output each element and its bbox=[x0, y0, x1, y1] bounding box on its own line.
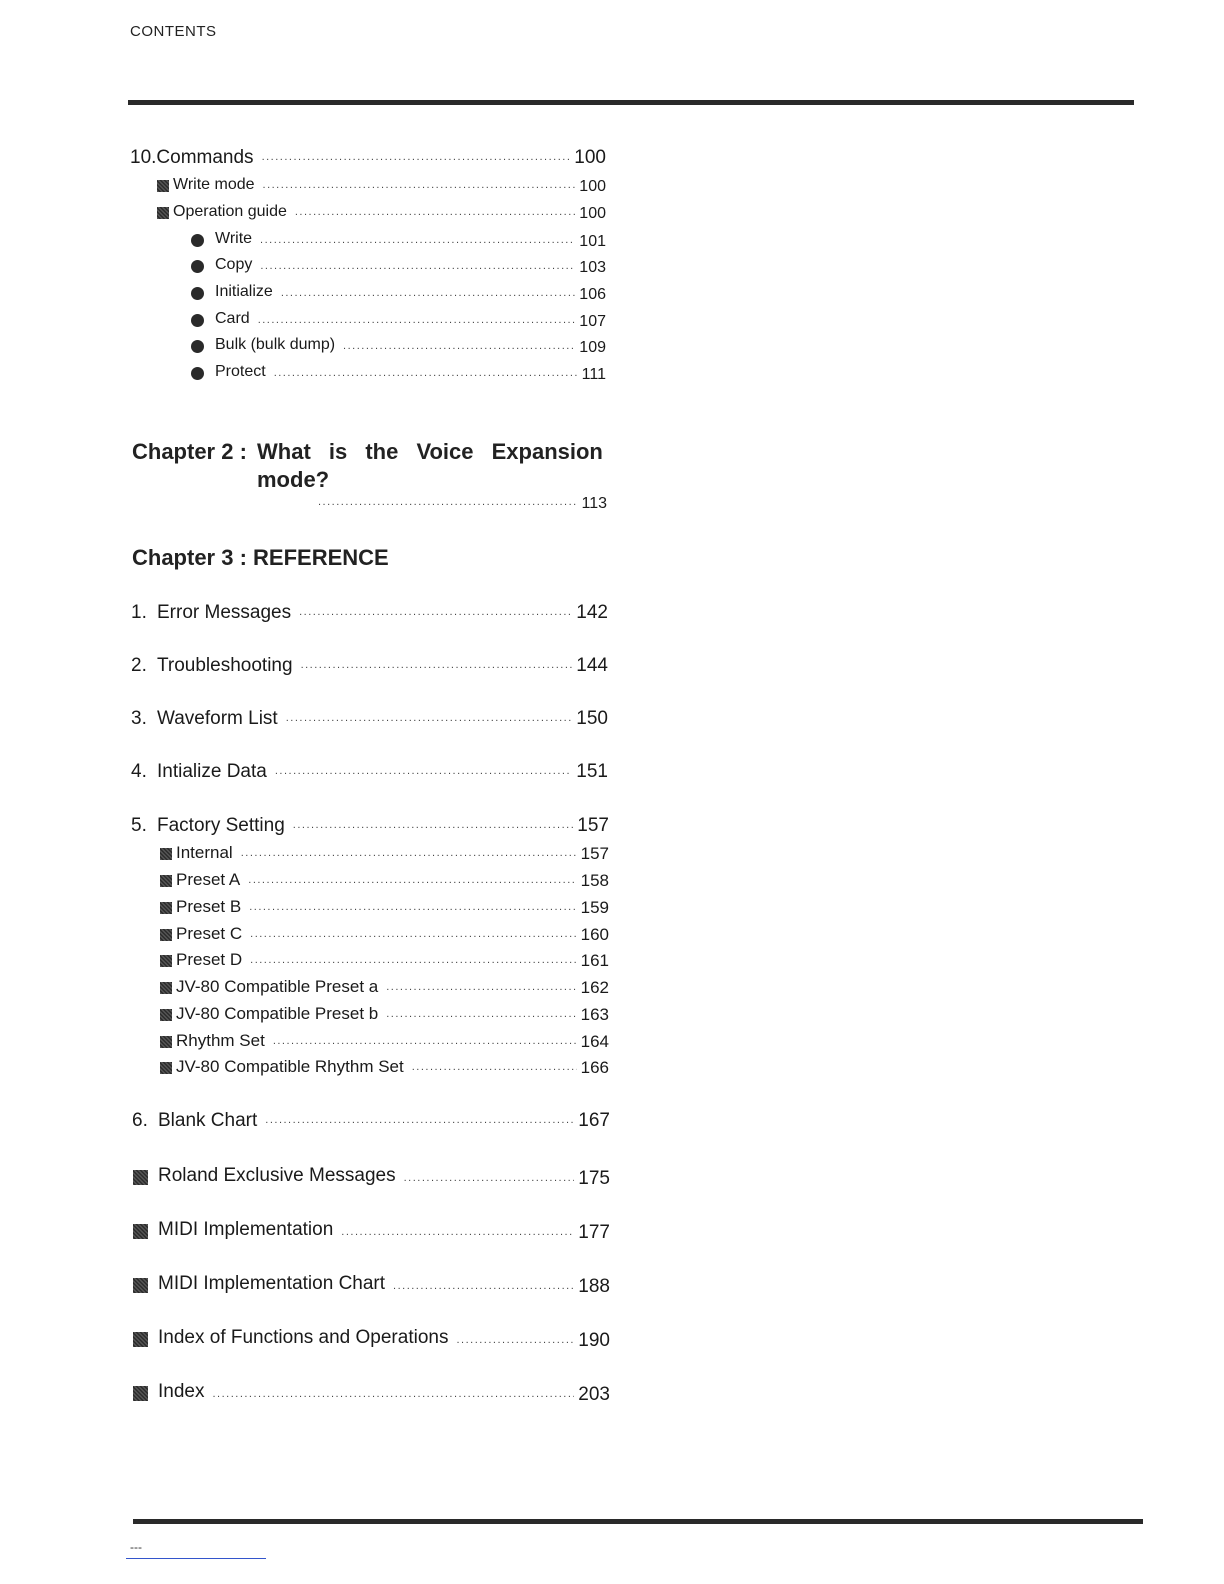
toc-page: 158 bbox=[580, 871, 609, 890]
toc-label: Index bbox=[158, 1381, 205, 1402]
toc-page: 164 bbox=[580, 1032, 609, 1051]
circle-bullet-icon bbox=[191, 314, 204, 327]
toc-page: 190 bbox=[578, 1329, 610, 1351]
leader-dots bbox=[386, 981, 576, 993]
leader-dots bbox=[249, 901, 576, 913]
toc-page: 162 bbox=[580, 978, 609, 997]
toc-entry-initialize[interactable] bbox=[191, 283, 606, 304]
bottom-rule bbox=[133, 1519, 1143, 1524]
chapter-2-heading[interactable] bbox=[132, 438, 612, 492]
toc-label: Card bbox=[215, 310, 250, 327]
toc-label: Bulk (bulk dump) bbox=[215, 336, 336, 353]
square-bullet-icon bbox=[160, 982, 172, 994]
chapter-3-heading[interactable] bbox=[132, 545, 389, 571]
toc-label: MIDI Implementation Chart bbox=[158, 1273, 386, 1294]
toc-page: 100 bbox=[574, 147, 606, 168]
toc-entry-jv80-preset-a[interactable] bbox=[160, 977, 609, 998]
chapter-label: Chapter 2 : bbox=[132, 439, 247, 464]
leader-dots bbox=[260, 260, 575, 272]
chapter-2-page-line bbox=[318, 495, 607, 513]
toc-label: Blank Chart bbox=[158, 1110, 258, 1131]
circle-bullet-icon bbox=[191, 260, 204, 273]
leader-dots bbox=[295, 206, 575, 218]
leader-dots bbox=[262, 151, 571, 163]
toc-page: 106 bbox=[579, 285, 606, 303]
toc-entry-preset-c[interactable] bbox=[160, 924, 609, 945]
toc-page: 157 bbox=[577, 815, 609, 836]
toc-label: Factory Setting bbox=[157, 815, 285, 836]
leader-dots bbox=[301, 659, 573, 671]
toc-entry-preset-d[interactable] bbox=[160, 950, 609, 971]
leader-dots bbox=[293, 819, 574, 831]
toc-entry-roland-exclusive[interactable] bbox=[133, 1165, 610, 1190]
toc-label: Write bbox=[215, 230, 253, 247]
toc-entry-operation-guide[interactable] bbox=[157, 203, 606, 223]
toc-page: 157 bbox=[580, 844, 609, 863]
leader-dots bbox=[212, 1388, 574, 1400]
toc-page: 150 bbox=[576, 708, 608, 729]
toc-page: 163 bbox=[580, 1005, 609, 1024]
toc-page: 103 bbox=[579, 258, 606, 276]
toc-label: Preset D bbox=[176, 950, 243, 969]
toc-page: 142 bbox=[576, 602, 608, 623]
toc-label: JV-80 Compatible Preset a bbox=[176, 977, 379, 996]
toc-label: Intialize Data bbox=[157, 761, 267, 782]
entry-number: 3. bbox=[131, 708, 147, 729]
leader-dots bbox=[263, 179, 576, 191]
square-bullet-icon bbox=[160, 1009, 172, 1021]
square-bullet-icon bbox=[133, 1386, 148, 1401]
toc-entry-initialize-data[interactable] bbox=[131, 761, 608, 783]
circle-bullet-icon bbox=[191, 367, 204, 380]
toc-page: 113 bbox=[581, 495, 607, 512]
leader-dots bbox=[456, 1334, 574, 1346]
leader-dots bbox=[275, 765, 572, 777]
toc-page: 101 bbox=[579, 232, 606, 250]
toc-page: 161 bbox=[580, 951, 609, 970]
leader-dots bbox=[393, 1280, 574, 1292]
square-bullet-icon bbox=[133, 1170, 148, 1185]
leader-dots bbox=[299, 606, 572, 618]
toc-page: 177 bbox=[578, 1221, 610, 1243]
toc-label: Waveform List bbox=[157, 708, 278, 729]
page-header: CONTENTS bbox=[130, 23, 217, 40]
footer-underline bbox=[126, 1558, 266, 1559]
toc-entry-bulk[interactable] bbox=[191, 336, 606, 357]
entry-number: 5. bbox=[131, 815, 147, 836]
chapter-label: Chapter 3 : bbox=[132, 545, 247, 570]
leader-dots bbox=[341, 1226, 574, 1238]
square-bullet-icon bbox=[133, 1224, 148, 1239]
toc-page: 160 bbox=[580, 925, 609, 944]
entry-number: 4. bbox=[131, 761, 147, 782]
square-bullet-icon bbox=[160, 1062, 172, 1074]
leader-dots bbox=[241, 847, 577, 859]
toc-label: Error Messages bbox=[157, 602, 292, 623]
toc-entry-jv80-rhythm-set[interactable] bbox=[160, 1057, 609, 1078]
toc-entry-error-messages[interactable] bbox=[131, 602, 608, 624]
square-bullet-icon bbox=[133, 1332, 148, 1347]
toc-entry-index-functions[interactable] bbox=[133, 1327, 610, 1352]
toc-page: 111 bbox=[581, 365, 606, 383]
toc-page: 188 bbox=[578, 1275, 610, 1297]
toc-entry-preset-a[interactable] bbox=[160, 870, 609, 891]
leader-dots bbox=[250, 954, 576, 966]
entry-number: 6. bbox=[132, 1110, 148, 1131]
circle-bullet-icon bbox=[191, 234, 204, 247]
toc-page: 144 bbox=[576, 655, 608, 676]
leader-dots bbox=[404, 1172, 575, 1184]
toc-label: Preset B bbox=[176, 897, 242, 916]
leader-dots bbox=[274, 367, 578, 379]
toc-entry-jv80-preset-b[interactable] bbox=[160, 1004, 609, 1025]
leader-dots bbox=[273, 1035, 577, 1047]
toc-label: Troubleshooting bbox=[157, 655, 293, 676]
leader-dots bbox=[258, 314, 576, 326]
toc-entry-waveform-list[interactable] bbox=[131, 708, 608, 730]
toc-entry-index[interactable] bbox=[133, 1381, 610, 1406]
square-bullet-icon bbox=[160, 1036, 172, 1048]
toc-label: Rhythm Set bbox=[176, 1031, 265, 1050]
toc-page: 175 bbox=[578, 1167, 610, 1189]
square-bullet-icon bbox=[157, 207, 169, 219]
toc-entry-midi-implementation[interactable] bbox=[133, 1219, 610, 1244]
toc-label: 10.Commands bbox=[130, 147, 254, 168]
toc-page: 166 bbox=[580, 1058, 609, 1077]
leader-dots bbox=[281, 287, 575, 299]
toc-page: 203 bbox=[578, 1383, 610, 1405]
toc-label: Preset C bbox=[176, 924, 243, 943]
toc-page: 100 bbox=[579, 178, 606, 195]
leader-dots bbox=[386, 1008, 576, 1020]
toc-entry-copy[interactable] bbox=[191, 256, 606, 277]
square-bullet-icon bbox=[160, 929, 172, 941]
toc-label: Preset A bbox=[176, 870, 241, 889]
toc-entry-protect[interactable] bbox=[191, 363, 606, 384]
square-bullet-icon bbox=[160, 955, 172, 967]
leader-dots bbox=[286, 712, 573, 724]
circle-bullet-icon bbox=[191, 287, 204, 300]
leader-dots bbox=[412, 1061, 577, 1073]
square-bullet-icon bbox=[133, 1278, 148, 1293]
leader-dots bbox=[343, 340, 575, 352]
toc-label: Index of Functions and Operations bbox=[158, 1327, 449, 1348]
leader-dots bbox=[265, 1114, 574, 1126]
toc-entry-troubleshooting[interactable] bbox=[131, 655, 608, 677]
toc-label: MIDI Implementation bbox=[158, 1219, 334, 1240]
toc-label: JV-80 Compatible Preset b bbox=[176, 1004, 379, 1023]
square-bullet-icon bbox=[160, 848, 172, 860]
square-bullet-icon bbox=[157, 180, 169, 192]
toc-entry-rhythm-set[interactable] bbox=[160, 1031, 609, 1052]
toc-label: Internal bbox=[176, 843, 233, 862]
square-bullet-icon bbox=[160, 902, 172, 914]
entry-number: 2. bbox=[131, 655, 147, 676]
toc-label: Protect bbox=[215, 363, 266, 380]
leader-dots bbox=[318, 496, 577, 508]
toc-entry-internal[interactable] bbox=[160, 843, 609, 864]
toc-page: 151 bbox=[576, 761, 608, 782]
toc-label: Initialize bbox=[215, 283, 273, 300]
toc-label: Operation guide bbox=[173, 203, 287, 220]
square-bullet-icon bbox=[160, 875, 172, 887]
leader-dots bbox=[248, 874, 576, 886]
toc-entry-commands[interactable] bbox=[130, 147, 606, 169]
toc-label: Copy bbox=[215, 256, 253, 273]
top-rule bbox=[128, 100, 1134, 105]
footer-mark: --- bbox=[130, 1540, 142, 1554]
toc-page: 159 bbox=[580, 898, 609, 917]
toc-label: Write mode bbox=[173, 176, 255, 193]
toc-entry-factory-setting[interactable] bbox=[131, 815, 609, 837]
circle-bullet-icon bbox=[191, 340, 204, 353]
leader-dots bbox=[250, 928, 576, 940]
leader-dots bbox=[260, 234, 575, 246]
toc-entry-blank-chart[interactable] bbox=[132, 1110, 610, 1132]
toc-label: JV-80 Compatible Rhythm Set bbox=[176, 1057, 404, 1076]
toc-entry-write-mode[interactable] bbox=[157, 176, 606, 196]
toc-label: Roland Exclusive Messages bbox=[158, 1165, 396, 1186]
toc-entry-card[interactable] bbox=[191, 310, 606, 331]
chapter-title: REFERENCE bbox=[253, 545, 389, 570]
toc-entry-preset-b[interactable] bbox=[160, 897, 609, 918]
toc-page: 109 bbox=[579, 338, 606, 356]
toc-entry-write[interactable] bbox=[191, 230, 606, 251]
toc-page: 167 bbox=[578, 1110, 610, 1131]
toc-page: 100 bbox=[579, 205, 606, 222]
toc-entry-midi-chart[interactable] bbox=[133, 1273, 610, 1298]
chapter-title: What is the Voice Expansion mode? bbox=[257, 439, 603, 492]
toc-page: 107 bbox=[579, 312, 606, 330]
entry-number: 1. bbox=[131, 602, 147, 623]
